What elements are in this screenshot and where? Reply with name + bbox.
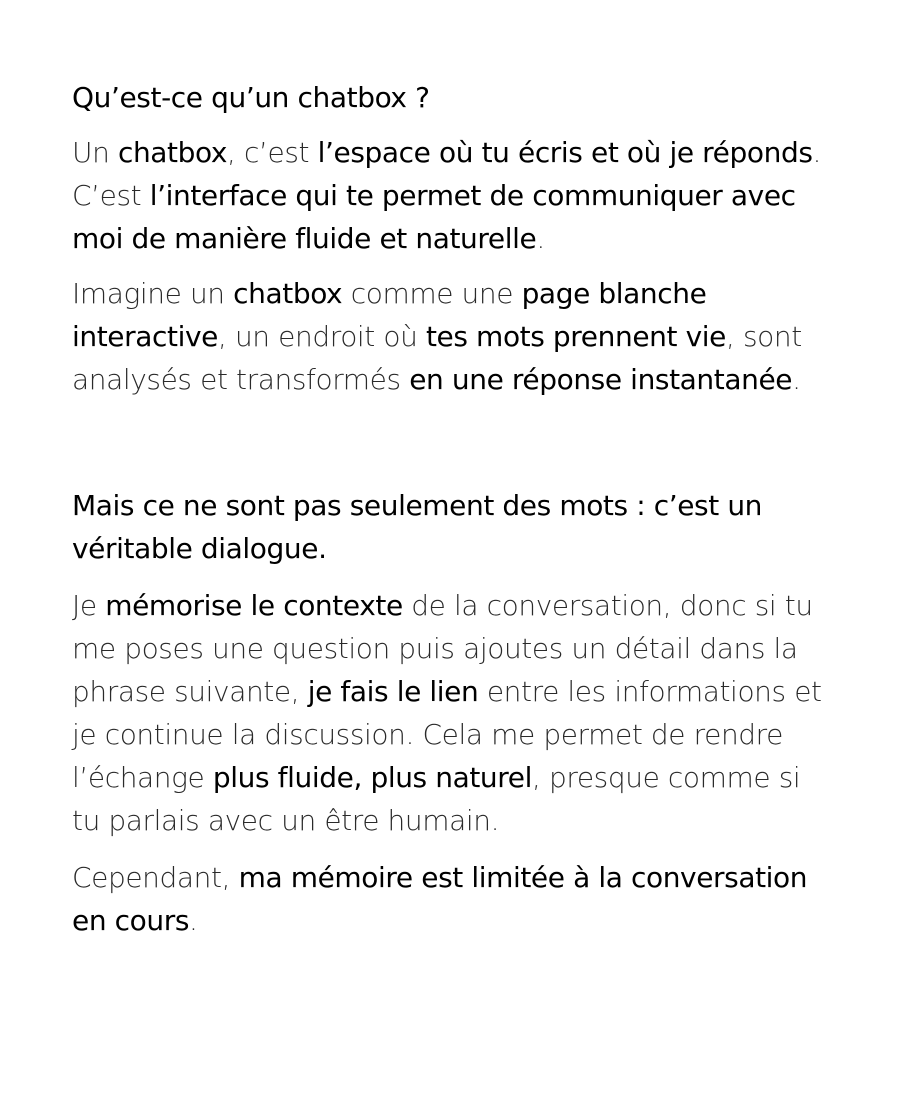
emphasis-text: mémorise le contexte: [105, 589, 403, 622]
emphasis-text: l’espace où tu écris et où je réponds: [317, 136, 813, 169]
emphasis-text: je fais le lien: [307, 675, 479, 708]
text: , sont analysés et transformés: [72, 320, 802, 396]
text: , presque comme si tu parlais avec un être humain.: [72, 761, 801, 837]
emphasis-text: tes mots prennent vie: [425, 320, 726, 353]
paragraph-cependant: [72, 856, 832, 942]
emphasis-text: plus fluide, plus naturel: [212, 761, 532, 794]
paragraph-memorise: [72, 584, 832, 842]
text: de la conversation, donc si tu me poses une question puis ajoutes un détail dans la phrase suivante,: [72, 589, 813, 708]
text: Je: [72, 589, 106, 622]
document-page: [72, 76, 832, 942]
text: C’est: [72, 179, 150, 212]
emphasis-text: page blanche interactive: [72, 277, 707, 353]
emphasis-text: chatbox: [233, 277, 343, 310]
text: .: [536, 222, 545, 255]
emphasis-text: l’interface qui te permet de communiquer avec moi de manière fluide et naturelle: [72, 179, 796, 255]
text: Un: [72, 136, 118, 169]
text: .: [792, 363, 801, 396]
text: , un endroit où: [217, 320, 426, 353]
text: Cependant,: [72, 861, 239, 894]
text: Imagine un: [72, 277, 234, 310]
paragraph-imagine: [72, 272, 832, 401]
text: comme une: [342, 277, 522, 310]
text: .: [189, 904, 198, 937]
text: .: [812, 136, 822, 169]
text: entre les informations et je continue la discussion. Cela me permet de rendre l’échange: [72, 675, 822, 794]
paragraph-intro: [72, 131, 832, 260]
section-title: Qu’est-ce qu’un chatbox ?: [72, 81, 430, 114]
text: , c’est: [227, 136, 318, 169]
emphasis-text: en une réponse instantanée: [409, 363, 793, 396]
paragraph-dialogue-heading: Mais ce ne sont pas seulement des mots : c’est un véritable dialogue.: [72, 489, 763, 565]
emphasis-text: ma mémoire est limitée à la conversation en cours: [72, 861, 808, 937]
emphasis-text: chatbox: [117, 136, 228, 169]
